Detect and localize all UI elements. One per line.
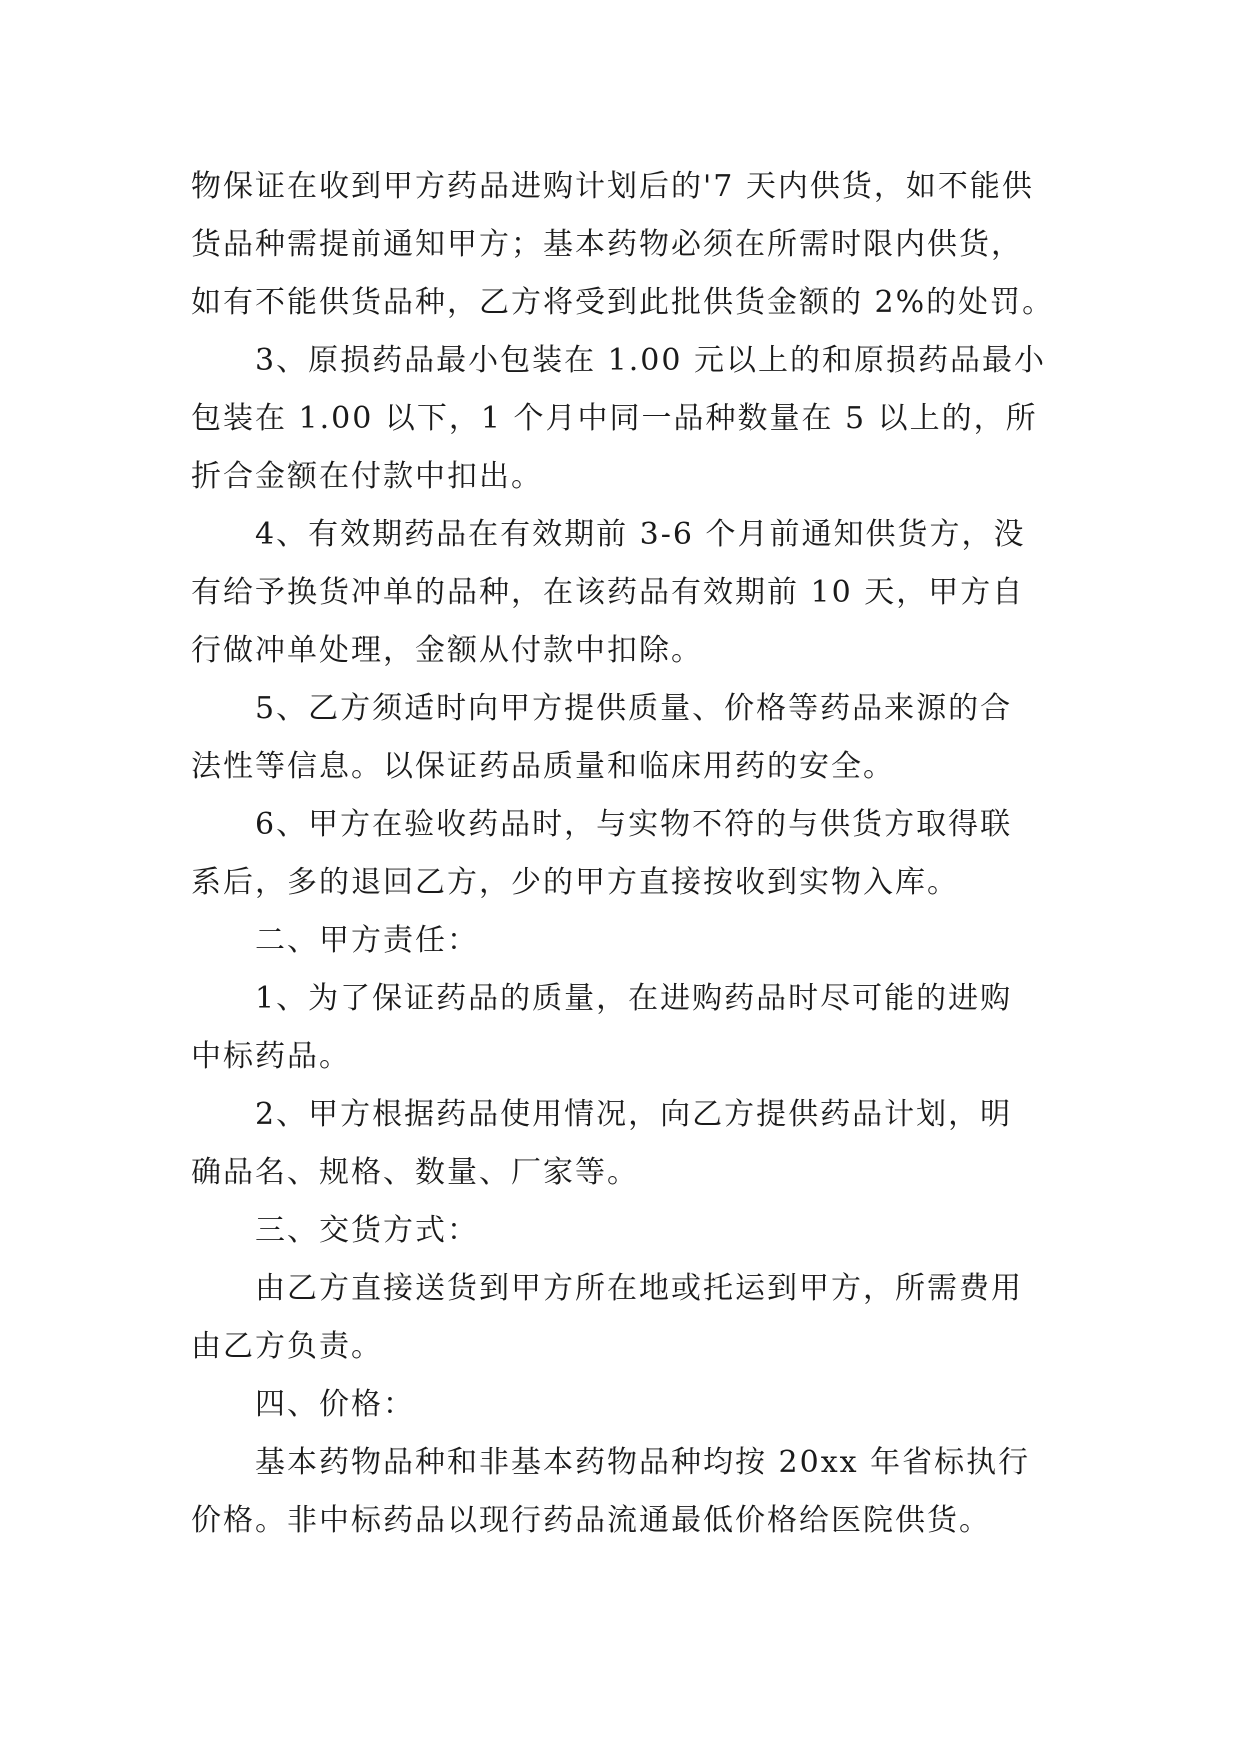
text-line: 四、价格：	[255, 1387, 415, 1422]
text-line: 5、乙方须适时向甲方提供质量、价格等药品来源的合	[255, 691, 1013, 726]
document-body	[191, 158, 1061, 1550]
text-line: 如有不能供货品种，乙方将受到此批供货金额的 2%的处罚。	[191, 285, 1055, 320]
text-line: 有给予换货冲单的品种，在该药品有效期前 10 天，甲方自	[191, 575, 1025, 610]
text-line: 2、甲方根据药品使用情况，向乙方提供药品计划，明	[255, 1097, 1013, 1132]
text-line: 由乙方负责。	[191, 1329, 383, 1364]
text-line: 行做冲单处理，金额从付款中扣除。	[191, 633, 703, 668]
text-line: 确品名、规格、数量、厂家等。	[191, 1155, 639, 1190]
text-line: 4、有效期药品在有效期前 3-6 个月前通知供货方，没	[255, 517, 1026, 552]
text-line: 系后，多的退回乙方，少的甲方直接按收到实物入库。	[191, 865, 959, 900]
text-line: 1、为了保证药品的质量，在进购药品时尽可能的进购	[255, 981, 1013, 1016]
text-line: 由乙方直接送货到甲方所在地或托运到甲方，所需费用	[255, 1271, 1023, 1306]
text-line: 物保证在收到甲方药品进购计划后的'7 天内供货，如不能供	[191, 169, 1034, 204]
text-line: 三、交货方式：	[255, 1213, 479, 1248]
text-line: 6、甲方在验收药品时，与实物不符的与供货方取得联	[255, 807, 1013, 842]
text-line: 3、原损药品最小包装在 1.00 元以上的和原损药品最小	[255, 343, 1046, 378]
text-line: 价格。非中标药品以现行药品流通最低价格给医院供货。	[191, 1503, 991, 1538]
text-line: 法性等信息。以保证药品质量和临床用药的安全。	[191, 749, 895, 784]
text-line: 折合金额在付款中扣出。	[191, 459, 543, 494]
text-line: 二、甲方责任：	[255, 923, 479, 958]
text-line: 基本药物品种和非基本药物品种均按 20xx 年省标执行	[255, 1445, 1031, 1480]
text-line: 中标药品。	[191, 1039, 351, 1074]
text-line: 货品种需提前通知甲方；基本药物必须在所需时限内供货，	[191, 227, 1023, 262]
text-line: 包装在 1.00 以下，1 个月中同一品种数量在 5 以上的，所	[191, 401, 1038, 436]
